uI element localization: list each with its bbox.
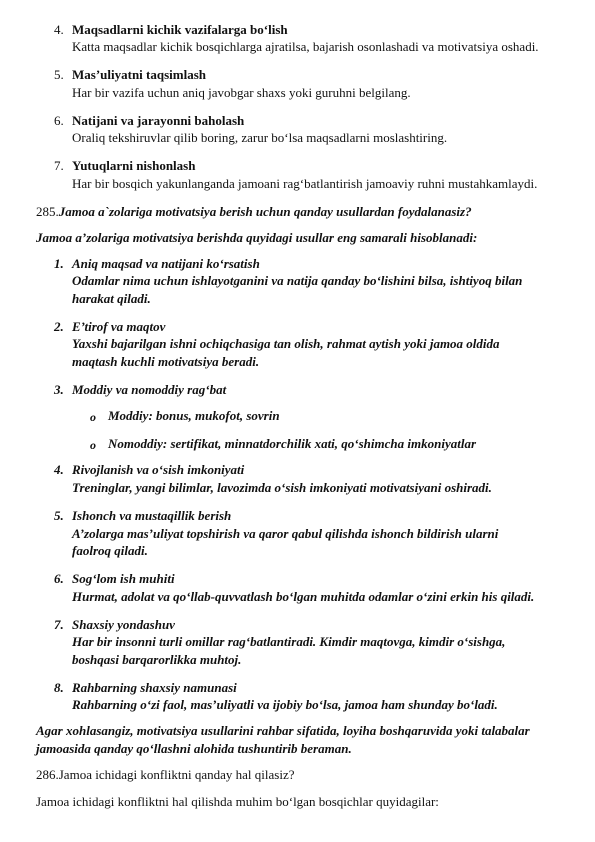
sub-bullet-text: Nomoddiy: sertifikat, minnatdorchilik xati, qo‘shimcha imkoniyatlar	[108, 436, 476, 451]
list-item-desc: Oraliq tekshiruvlar qilib boring, zarur bo‘lsa maqsadlarni moslashtiring.	[72, 130, 448, 145]
answer-intro: Jamoa ichidagi konfliktni hal qilishda muhim bo‘lgan bosqichlar quyidagilar:	[36, 794, 439, 809]
list-number: 3.	[54, 382, 64, 397]
method-desc: Treninglar, yangi bilimlar, lavozimda o‘sish imkoniyati motivatsiyani oshiradi.	[72, 480, 492, 495]
list-number: 6.	[54, 571, 64, 586]
method-title: Ishonch va mustaqillik berish	[72, 508, 232, 523]
list-number: 4.	[54, 462, 64, 477]
question-285	[36, 204, 472, 220]
method-title: Sog‘lom ish muhiti	[72, 571, 175, 586]
list-item-desc: Katta maqsadlar kichik bosqichlarga ajratilsa, bajarish osonlashadi va motivatsiya oshadi.	[72, 39, 539, 54]
list-item-desc: Har bir vazifa uchun aniq javobgar shaxs yoki guruhni belgilang.	[72, 85, 411, 100]
method-desc: harakat qiladi.	[72, 291, 151, 306]
method-title: Moddiy va nomoddiy rag‘bat	[72, 382, 227, 397]
question-number: 285.	[36, 204, 59, 219]
list-number: 8.	[54, 680, 64, 695]
list-number: 5.	[54, 508, 64, 523]
sub-bullet-icon: o	[90, 410, 96, 424]
method-desc: Yaxshi bajarilgan ishni ochiqchasiga tan olish, rahmat aytish yoki jamoa oldida	[72, 336, 500, 351]
method-title: Shaxsiy yondashuv	[72, 617, 175, 632]
sub-bullet-icon: o	[90, 438, 96, 452]
list-item-title: Yutuqlarni nishonlash	[72, 158, 196, 173]
list-number: 5.	[54, 67, 64, 82]
method-desc: boshqasi barqarorlikka muhtoj.	[72, 652, 242, 667]
method-title: E’tirof va maqtov	[72, 319, 166, 334]
closing-text: Agar xohlasangiz, motivatsiya usullarini rahbar sifatida, loyiha boshqaruvida yoki talabalar	[36, 723, 530, 738]
closing-text: jamoasida qanday qo‘llashni alohida tushuntirib beraman.	[36, 741, 352, 756]
list-item-title: Natijani va jarayonni baholash	[72, 113, 245, 128]
method-title: Rahbarning shaxsiy namunasi	[72, 680, 237, 695]
list-item-desc: Har bir bosqich yakunlanganda jamoani rag‘batlantirish jamoaviy ruhni mustahkamlaydi.	[72, 176, 538, 191]
list-item-title: Mas’uliyatni taqsimlash	[72, 67, 206, 82]
method-title: Aniq maqsad va natijani ko‘rsatish	[72, 256, 260, 271]
list-number: 7.	[54, 158, 64, 173]
method-desc: Odamlar nima uchun ishlayotganini va natija qanday bo‘lishini bilsa, ishtiyoq bilan	[72, 273, 523, 288]
question-286: 286.Jamoa ichidagi konfliktni qanday hal qilasiz?	[36, 767, 295, 782]
method-desc: Hurmat, adolat va qo‘llab-quvvatlash bo‘lgan muhitda odamlar o‘zini erkin his qiladi.	[72, 589, 535, 604]
method-desc: Rahbarning o‘zi faol, mas’uliyatli va ijobiy bo‘lsa, jamoa ham shunday bo‘ladi.	[72, 697, 498, 712]
method-desc: A’zolarga mas’uliyat topshirish va qaror qabul qilishda ishonch bildirish ularni	[72, 526, 499, 541]
list-item-title: Maqsadlarni kichik vazifalarga bo‘lish	[72, 22, 288, 37]
method-desc: Har bir insonni turli omillar rag‘batlantiradi. Kimdir maqtovga, kimdir o‘sishga,	[72, 634, 506, 649]
method-title: Rivojlanish va o‘sish imkoniyati	[72, 462, 245, 477]
method-desc: faolroq qiladi.	[72, 543, 148, 558]
sub-bullet-text: Moddiy: bonus, mukofot, sovrin	[108, 408, 280, 423]
list-number: 2.	[54, 319, 64, 334]
list-number: 1.	[54, 256, 64, 271]
list-number: 4.	[54, 22, 64, 37]
question-text: Jamoa a`zolariga motivatsiya berish uchun qanday usullardan foydalanasiz?	[58, 204, 472, 219]
list-number: 6.	[54, 113, 64, 128]
method-desc: maqtash kuchli motivatsiya beradi.	[72, 354, 260, 369]
list-number: 7.	[54, 617, 64, 632]
answer-intro: Jamoa a’zolariga motivatsiya berishda quyidagi usullar eng samarali hisoblanadi:	[36, 230, 478, 245]
